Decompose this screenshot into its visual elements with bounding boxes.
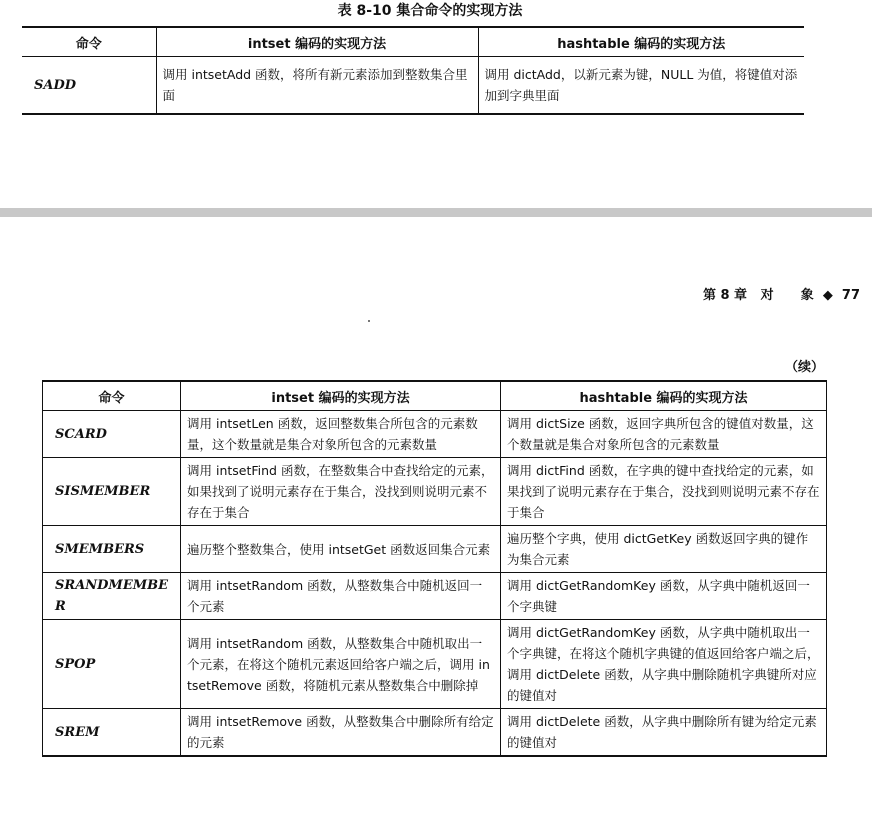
table-row bbox=[43, 620, 827, 709]
table-header-row bbox=[43, 381, 827, 411]
header-hashtable: hashtable 编码的实现方法 bbox=[501, 381, 827, 411]
chapter-label: 第 8 章 对 象 bbox=[702, 288, 814, 303]
table-row bbox=[43, 411, 827, 458]
command-cell: SADD bbox=[22, 57, 156, 115]
table-row bbox=[43, 526, 827, 573]
command-cell: SMEMBERS bbox=[43, 526, 181, 573]
command-cell: SREM bbox=[43, 709, 181, 757]
page-header bbox=[703, 284, 860, 303]
table-row bbox=[22, 57, 804, 115]
hashtable-cell: 调用 dictGetRandomKey 函数，从字典中随机返回一个字典键 bbox=[501, 573, 827, 620]
hashtable-cell: 遍历整个字典，使用 dictGetKey 函数返回字典的键作为集合元素 bbox=[501, 526, 827, 573]
table-row bbox=[43, 709, 827, 757]
header-hashtable: hashtable 编码的实现方法 bbox=[478, 27, 804, 57]
table-row bbox=[43, 573, 827, 620]
intset-cell: 调用 intsetRandom 函数，从整数集合中随机返回一个元素 bbox=[181, 573, 501, 620]
hashtable-cell: 调用 dictGetRandomKey 函数，从字典中随机取出一个字典键，在将这个随机字典键的值返回给客户端之后，调用 dictDelete 函数，从字典中删除随机字典键所对应的键值对 bbox=[501, 620, 827, 709]
command-cell: SPOP bbox=[43, 620, 181, 709]
set-commands-table-part1 bbox=[22, 26, 804, 115]
command-cell: SISMEMBER bbox=[43, 458, 181, 526]
hashtable-cell: 调用 dictFind 函数，在字典的键中查找给定的元素，如果找到了说明元素存在于集合，没找到则说明元素不存在于集合 bbox=[501, 458, 827, 526]
intset-cell: 遍历整个整数集合，使用 intsetGet 函数返回集合元素 bbox=[181, 526, 501, 573]
hashtable-cell: 调用 dictAdd，以新元素为键，NULL 为值，将键值对添加到字典里面 bbox=[484, 67, 798, 103]
page-divider bbox=[0, 208, 872, 217]
command-cell: SCARD bbox=[43, 411, 181, 458]
page-number: 77 bbox=[841, 288, 860, 303]
hashtable-cell: 调用 dictSize 函数，返回字典所包含的键值对数量，这个数量就是集合对象所包含的元素数量 bbox=[501, 411, 827, 458]
header-command: 命令 bbox=[22, 27, 156, 57]
intset-cell: 调用 intsetFind 函数，在整数集合中查找给定的元素，如果找到了说明元素存在于集合，没找到则说明元素不存在于集合 bbox=[181, 458, 501, 526]
bullet-icon: ◆ bbox=[822, 288, 833, 303]
table-row bbox=[43, 458, 827, 526]
header-intset: intset 编码的实现方法 bbox=[181, 381, 501, 411]
table-header-row bbox=[22, 27, 804, 57]
header-intset: intset 编码的实现方法 bbox=[156, 27, 478, 57]
scan-speck bbox=[368, 320, 370, 322]
table-caption: 表 8-10 集合命令的实现方法 bbox=[337, 3, 523, 19]
hashtable-cell: 调用 dictDelete 函数，从字典中删除所有键为给定元素的键值对 bbox=[507, 714, 817, 750]
intset-cell: 调用 intsetLen 函数，返回整数集合所包含的元素数量，这个数量就是集合对象所包含的元素数量 bbox=[181, 411, 501, 458]
intset-cell: 调用 intsetRandom 函数，从整数集合中随机取出一个元素，在将这个随机元素返回给客户端之后，调用 intsetRemove 函数，将随机元素从整数集合中删除掉 bbox=[181, 620, 501, 709]
header-command: 命令 bbox=[43, 381, 181, 411]
set-commands-table-part2 bbox=[42, 380, 827, 757]
intset-cell: 调用 intsetRemove 函数，从整数集合中删除所有给定的元素 bbox=[181, 709, 501, 757]
command-cell: SRANDMEMBER bbox=[43, 573, 181, 620]
continued-label: （续） bbox=[784, 360, 824, 375]
intset-cell: 调用 intsetAdd 函数，将所有新元素添加到整数集合里面 bbox=[156, 57, 478, 115]
